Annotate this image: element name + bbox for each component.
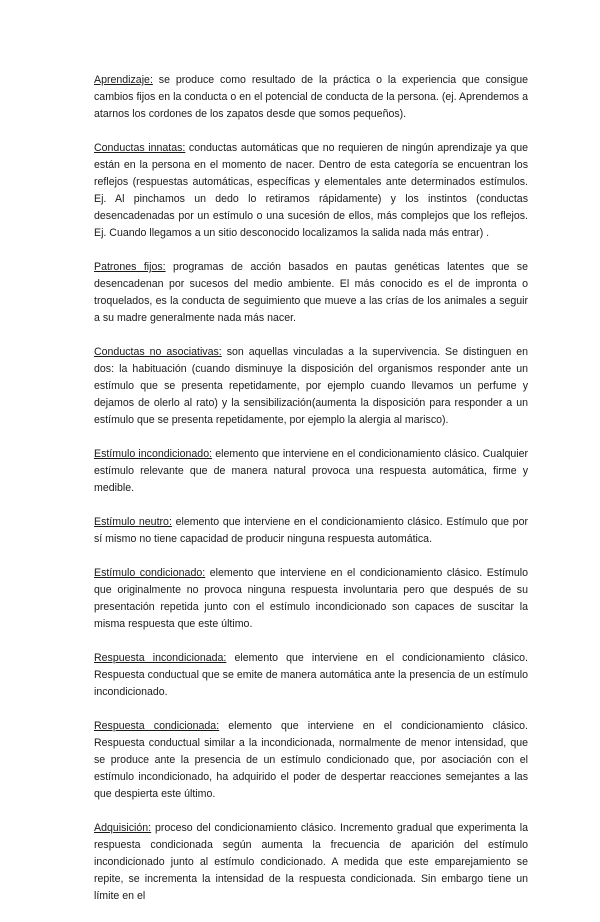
term-aprendizaje: Aprendizaje: bbox=[94, 74, 153, 86]
definition-estimulo-condicionado: elemento que interviene en el condicionamiento clásico. Estímulo que originalmente no provoca ninguna respuesta involuntaria pero que después de su presentación repetida junto con el estímulo incondicionado son capaces de suscitar la misma respuesta que este último. bbox=[94, 567, 528, 630]
document-body bbox=[94, 72, 528, 922]
definition-aprendizaje: se produce como resultado de la práctica o la experiencia que consigue cambios fijos en la conducta o en el potencial de conducta de la persona. (ej. Aprendemos a atarnos los cordones de los zapatos desde que somos pequeños). bbox=[94, 74, 528, 120]
term-estimulo-condicionado: Estímulo condicionado: bbox=[94, 567, 206, 579]
entry-conductas-no-asociativas bbox=[94, 344, 528, 429]
term-patrones-fijos: Patrones fijos: bbox=[94, 261, 166, 273]
definition-respuesta-incondicionada: elemento que interviene en el condicionamiento clásico. Respuesta conductual que se emite de manera automática ante la presencia de un estímulo incondicionado. bbox=[94, 652, 528, 698]
entry-conductas-innatas bbox=[94, 140, 528, 242]
definition-conductas-no-asociativas: son aquellas vinculadas a la supervivencia. Se distinguen en dos: la habituación (cuando disminuye la disposición del organismos responder ante un estímulo que se presenta repetidamente, por ejemplo cuando llevamos un perfume y dejamos de olerlo al rato) y la sensibilización(aumenta la disposición para responder a un estímulo que se presenta repetidamente, por ejemplo la alergia al marisco). bbox=[94, 346, 528, 426]
entry-estimulo-condicionado bbox=[94, 565, 528, 633]
entry-adquisicion bbox=[94, 820, 528, 905]
entry-estimulo-incondicionado bbox=[94, 446, 528, 497]
entry-aprendizaje bbox=[94, 72, 528, 123]
term-estimulo-incondicionado: Estímulo incondicionado: bbox=[94, 448, 213, 460]
definition-conductas-innatas: conductas automáticas que no requieren de ningún aprendizaje ya que están en la persona en el momento de nacer. Dentro de esta categoría se encuentran los reflejos (respuestas automáticas, específicas y elementales ante determinados estímulos. Ej. Al pinchamos un dedo lo retiramos rápidamente) y los instintos (conductas desencadenadas por un estímulo o una sucesión de ellos, más complejos que los reflejos. Ej. Cuando llegamos a un sitio desconocido localizamos la salida nada más entrar) . bbox=[94, 142, 529, 239]
definition-respuesta-condicionada: elemento que interviene en el condicionamiento clásico. Respuesta conductual similar a la incondicionada, normalmente de menor intensidad, que se produce ante la presencia de un estímulo condicionado que, por asociación con el estímulo incondicionado, ha adquirido el poder de despertar reacciones semejantes a las que despierta este último. bbox=[94, 720, 528, 800]
definition-estimulo-neutro: elemento que interviene en el condicionamiento clásico. Estímulo que por sí mismo no tiene capacidad de producir ninguna respuesta automática. bbox=[94, 516, 528, 545]
entry-respuesta-incondicionada bbox=[94, 650, 528, 701]
term-respuesta-incondicionada: Respuesta incondicionada: bbox=[94, 652, 227, 664]
entry-patrones-fijos bbox=[94, 259, 528, 327]
term-adquisicion: Adquisición: bbox=[94, 822, 152, 834]
definition-patrones-fijos: programas de acción basados en pautas genéticas latentes que se desencadenan por sucesos del medio ambiente. El más conocido es el de impronta o troquelados, es la conducta de seguimiento que mueve a las crías de los animales a seguir a su madre generalmente nada más nacer. bbox=[94, 261, 528, 324]
entry-estimulo-neutro bbox=[94, 514, 528, 548]
entry-respuesta-condicionada bbox=[94, 718, 528, 803]
term-conductas-innatas: Conductas innatas: bbox=[94, 142, 186, 154]
definition-adquisicion: proceso del condicionamiento clásico. Incremento gradual que experimenta la respuesta condicionada según aumenta la frecuencia de aparición del estímulo incondicionado junto al estímulo condicionado. A medida que este emparejamiento se repite, se incrementa la intensidad de la respuesta condicionada. Sin embargo tiene un límite en el bbox=[94, 822, 528, 902]
definition-estimulo-incondicionado: elemento que interviene en el condicionamiento clásico. Cualquier estímulo relevante que de manera natural provoca una respuesta automática, firme y medible. bbox=[94, 448, 528, 494]
term-respuesta-condicionada: Respuesta condicionada: bbox=[94, 720, 220, 732]
term-estimulo-neutro: Estímulo neutro: bbox=[94, 516, 172, 528]
term-conductas-no-asociativas: Conductas no asociativas: bbox=[94, 346, 222, 358]
